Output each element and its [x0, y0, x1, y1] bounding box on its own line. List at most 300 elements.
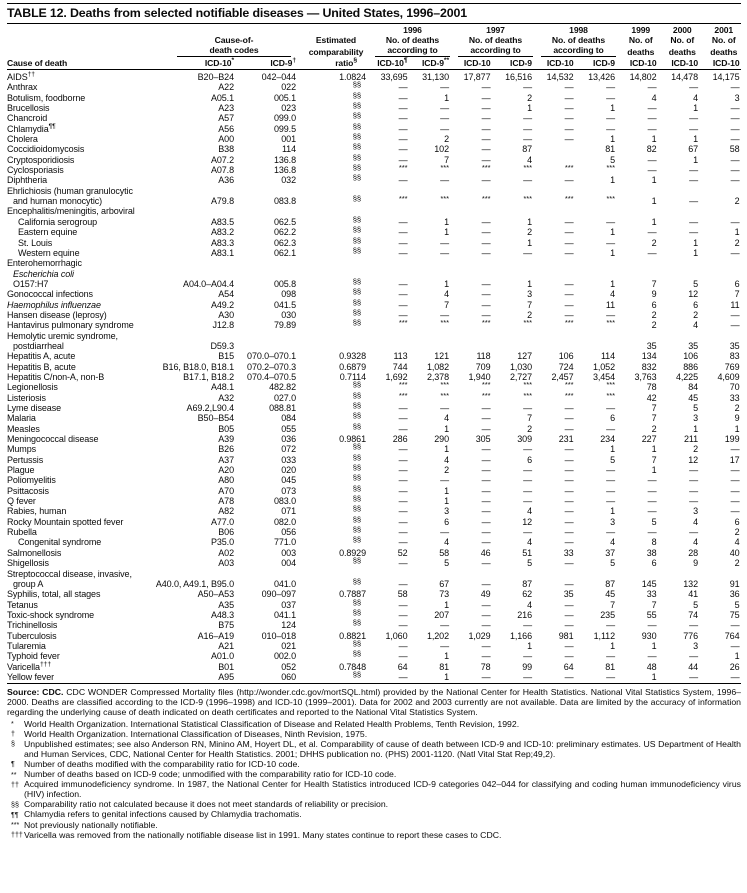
deaths-2000-icd10: 12 — [688, 454, 698, 465]
deaths-2000-icd10: 1 — [693, 154, 698, 165]
deaths-1997-icd9: 3 — [527, 289, 532, 300]
deaths-1999-icd10: 48 — [646, 661, 657, 672]
deaths-1997-icd10: — — [481, 123, 491, 134]
deaths-1997-icd10: — — [481, 599, 491, 610]
comparability-ratio: §§ — [352, 504, 361, 514]
deaths-1997-icd9: 6 — [527, 454, 532, 465]
icd9-code: 098 — [281, 289, 296, 300]
deaths-1996-icd9: 2,378 — [426, 371, 449, 382]
deaths-1998-icd9: 3,454 — [592, 371, 615, 382]
deaths-1997-icd10: — — [481, 144, 491, 155]
deaths-2000-icd10: 5 — [693, 599, 698, 610]
comparability-ratio: §§ — [352, 276, 361, 286]
icd9-code: 070.2–070.3 — [247, 361, 296, 372]
deaths-2000-icd10: 776 — [683, 630, 698, 641]
deaths-1998-icd10: — — [564, 113, 574, 124]
deaths-label2-1999: deaths — [627, 47, 655, 57]
comparability-ratio: §§ — [352, 245, 361, 255]
deaths-1999-icd10: — — [647, 485, 657, 496]
table-row — [7, 465, 741, 475]
deaths-2000-icd10: 5 — [693, 403, 698, 413]
deaths-2001-icd10: — — [730, 496, 740, 507]
year-2000: 2000 — [672, 25, 692, 35]
deaths-1996-icd9: 4 — [444, 454, 449, 465]
cause-of-death-label: Cyclosporiasis — [7, 165, 64, 176]
deaths-2000-icd10: — — [689, 82, 698, 93]
icd10-code: A35 — [218, 599, 234, 610]
footnote-marker: †† — [27, 71, 35, 78]
table-row — [7, 351, 741, 361]
cause-of-death-label: and human monocytic) — [13, 196, 103, 207]
deaths-1999-icd10: — — [647, 165, 657, 176]
deaths-1997-icd10: — — [481, 216, 491, 227]
deaths-2000-icd10: — — [689, 216, 698, 227]
deaths-1996-icd10: — — [398, 609, 408, 620]
icd10-code: B17.1, B18.2 — [183, 371, 234, 382]
deaths-1998-icd9: 13,426 — [588, 72, 615, 82]
comparability-ratio: §§ — [352, 390, 361, 400]
deaths-1996-icd10: 1,692 — [385, 371, 408, 382]
deaths-1998-icd9: — — [606, 423, 615, 434]
deaths-1999-icd10: 227 — [641, 434, 657, 445]
col-header-1998-icd9: ICD-9 — [593, 58, 615, 68]
deaths-1998-icd10: — — [564, 175, 574, 186]
deaths-1997-icd10: *** — [481, 390, 491, 400]
deaths-1997-icd10: — — [481, 558, 491, 569]
deaths-1998-icd9: 5 — [610, 154, 615, 165]
comparability-ratio: §§ — [352, 194, 361, 204]
deaths-1996-icd9: 6 — [444, 516, 449, 527]
footnote-text: World Health Organization. International Statistical Classification of Disease and Related Health Problems, Tenth Revision, 1992. — [24, 718, 520, 729]
deaths-1999-icd10: 78 — [646, 382, 657, 393]
deaths-2001-icd10: 3 — [734, 92, 740, 103]
icd10-code: A03 — [218, 558, 234, 569]
deaths-2000-icd10: — — [689, 175, 698, 186]
deaths-2000-icd10: 2 — [693, 309, 698, 320]
according-to-1997: according to — [458, 45, 533, 57]
table-row — [7, 144, 741, 154]
table-row — [7, 434, 741, 444]
deaths-1999-icd10: 33 — [646, 589, 657, 600]
comparability-ratio: §§ — [352, 163, 361, 173]
col-header-1997-icd10: ICD-10 — [463, 58, 491, 68]
icd9-code: 023 — [281, 103, 296, 114]
col-header-2000-icd10: ICD-10 — [671, 58, 698, 68]
deaths-1999-icd10: 7 — [651, 413, 657, 424]
deaths-1998-icd10: — — [564, 82, 574, 93]
deaths-1998-icd9: 6 — [610, 413, 615, 424]
comparability-ratio: §§ — [352, 483, 361, 493]
deaths-1999-icd10: 38 — [646, 547, 657, 558]
deaths-1999-icd10: — — [647, 82, 657, 93]
icd9-code: 073 — [281, 485, 296, 496]
deaths-1997-icd9: 99 — [522, 661, 532, 672]
deaths-1998-icd9: *** — [606, 194, 615, 204]
deaths-1996-icd9: 1 — [444, 216, 449, 227]
icd10-code: A30 — [218, 309, 234, 320]
deaths-1997-icd9: *** — [523, 380, 532, 390]
icd9-code: 036 — [281, 434, 296, 445]
deaths-1999-icd10: — — [647, 475, 657, 486]
icd9-code: 062.3 — [273, 237, 296, 248]
deaths-1997-icd9: *** — [523, 390, 532, 400]
deaths-1999-icd10: 7 — [651, 403, 657, 413]
icd10-code: D59.3 — [210, 340, 234, 351]
deaths-1998-icd10: — — [564, 620, 574, 631]
deaths-2000-icd10: — — [689, 527, 698, 538]
deaths-1999-icd10: 7 — [651, 278, 657, 289]
deaths-2001-icd10: 7 — [734, 289, 740, 300]
deaths-1999-icd10: 7 — [651, 454, 657, 465]
comparability-ratio: §§ — [352, 473, 361, 483]
table-row — [7, 548, 741, 558]
comparability-ratio: 1.0824 — [339, 72, 366, 82]
icd9-code: 003 — [281, 547, 296, 558]
col-header-1997-icd9: ICD-9 — [510, 58, 532, 68]
year-1996: 1996 — [403, 25, 422, 35]
icd10-code: A83.1 — [210, 247, 234, 258]
footnote-text: Acquired immunodeficiency syndrome. In 1987, the National Center for Health Statistics introduced ICD-9 categories 042–044 for classifying and coding human immunodeficiency virus (HIV) infection. — [24, 779, 741, 800]
deaths-label-1998: No. of deaths — [551, 35, 606, 45]
footnote-marker: † — [11, 730, 15, 739]
deaths-1998-icd10: — — [564, 485, 574, 496]
cause-of-death-label: Diphtheria — [7, 175, 48, 186]
deaths-1996-icd10: — — [398, 247, 408, 258]
deaths-1996-icd9: — — [440, 103, 449, 114]
deaths-1999-icd10: 4 — [651, 92, 657, 103]
comparability-ratio: 0.7887 — [339, 589, 366, 600]
deaths-1998-icd9: 1 — [610, 134, 615, 145]
deaths-1997-icd9: *** — [523, 318, 532, 328]
cause-of-death-label: Enterohemorrhagic — [7, 258, 82, 269]
deaths-1999-icd10: 6 — [651, 299, 657, 310]
table-row — [7, 452, 741, 465]
deaths-1999-icd10: — — [647, 247, 657, 258]
deaths-1998-icd9: 1 — [610, 103, 615, 114]
col-header-1998-icd10: ICD-10 — [546, 58, 574, 68]
icd10-code: B16, B18.0, B18.1 — [162, 361, 234, 372]
deaths-1997-icd9: 216 — [517, 609, 532, 620]
deaths-1996-icd9: 1 — [444, 278, 449, 289]
icd9-code: 030 — [281, 309, 296, 320]
deaths-1997-icd10: — — [481, 227, 491, 238]
deaths-1996-icd9: 1 — [444, 485, 449, 496]
icd9-code: 033 — [281, 454, 296, 465]
deaths-2001-icd10: — — [730, 216, 740, 227]
deaths-1997-icd9: — — [523, 671, 532, 682]
table-row — [7, 245, 741, 258]
icd9-code: 062.2 — [273, 227, 296, 238]
deaths-2000-icd10: — — [689, 113, 698, 124]
deaths-1996-icd10: — — [398, 506, 408, 517]
footnote-item — [7, 799, 741, 809]
deaths-1996-icd9: 81 — [439, 661, 449, 672]
deaths-1996-icd10: — — [398, 620, 408, 631]
deaths-1997-icd10: — — [481, 113, 491, 124]
footnote-item — [7, 739, 741, 759]
icd10-code: P35.0 — [210, 537, 234, 548]
deaths-2001-icd10: — — [730, 320, 740, 331]
deaths-1997-icd10: *** — [481, 163, 491, 173]
table-title: TABLE 12. Deaths from selected notifiable diseases — United States, 1996–2001 — [7, 6, 467, 20]
deaths-1996-icd10: 33,695 — [380, 72, 408, 82]
icd10-code: A39 — [218, 434, 234, 445]
deaths-1998-icd10: — — [564, 640, 574, 651]
deaths-2000-icd10: 12 — [688, 289, 698, 300]
deaths-2001-icd10: 70 — [729, 382, 740, 393]
icd9-code: 055 — [281, 423, 296, 434]
table-body — [7, 70, 741, 683]
deaths-1996-icd9: *** — [440, 380, 449, 390]
table-row — [7, 403, 741, 413]
deaths-1998-icd9: — — [606, 485, 615, 496]
deaths-1999-icd10: 1 — [651, 444, 657, 455]
icd10-code: A22 — [218, 82, 234, 93]
deaths-1997-icd10: 1,029 — [468, 630, 491, 641]
cause-of-death-label: Listeriosis — [7, 392, 46, 403]
deaths-1996-icd10: — — [398, 516, 408, 527]
icd10-code: B06 — [218, 527, 234, 538]
deaths-1997-icd9: 12 — [522, 516, 532, 527]
deaths-1996-icd10: — — [398, 103, 408, 114]
cause-of-death-label: Escherichia coli — [13, 268, 74, 279]
table-row — [7, 662, 741, 672]
col-header-1996-icd9: ICD-9** — [421, 57, 449, 68]
deaths-1997-icd9: — — [523, 475, 532, 486]
deaths-label2-2000: deaths — [668, 47, 696, 57]
deaths-1998-icd10: — — [564, 134, 574, 145]
deaths-1997-icd10: — — [481, 537, 491, 548]
deaths-2001-icd10: 2 — [734, 237, 740, 248]
deaths-2001-icd10: 17 — [729, 454, 740, 465]
deaths-1996-icd10: — — [398, 299, 408, 310]
deaths-1996-icd10: — — [398, 403, 408, 413]
col-header-icd10-codes: ICD-10* — [204, 57, 234, 68]
deaths-1999-icd10: 1 — [651, 196, 657, 207]
cause-of-death-label: Toxic-shock syndrome — [7, 609, 95, 620]
cause-of-death-label: Encephalitis/meningitis, arboviral — [7, 206, 135, 217]
deaths-1996-icd9: 1 — [444, 651, 449, 662]
deaths-1996-icd9: — — [440, 527, 449, 538]
deaths-1996-icd10: — — [398, 227, 408, 238]
icd10-code: A83.2 — [210, 227, 234, 238]
deaths-1998-icd9: *** — [606, 318, 615, 328]
footnote-item — [7, 759, 741, 769]
deaths-1998-icd9: 234 — [600, 434, 615, 445]
deaths-1997-icd9: — — [523, 175, 532, 186]
comparability-ratio: §§ — [352, 525, 361, 535]
icd10-code: A57 — [218, 113, 234, 124]
year-1997: 1997 — [486, 25, 505, 35]
icd9-code: 062.5 — [273, 216, 296, 227]
icd10-code: A20 — [218, 465, 234, 476]
table-row — [7, 175, 741, 185]
deaths-1998-icd9: — — [606, 123, 615, 134]
deaths-1996-icd10: — — [398, 537, 408, 548]
icd9-code: 042–044 — [261, 72, 296, 82]
icd9-code: 136.8 — [273, 154, 296, 165]
cause-of-death-label: Mumps — [7, 444, 37, 455]
deaths-1997-icd10: 17,877 — [463, 72, 491, 82]
deaths-1998-icd10: 231 — [558, 434, 574, 445]
deaths-1996-icd9: — — [440, 620, 449, 631]
icd10-code: A01.0 — [210, 651, 234, 662]
icd10-code: A48.3 — [210, 609, 234, 620]
cause-of-death-label: Tuberculosis — [7, 630, 57, 641]
cause-of-death-label: Plague — [7, 465, 35, 476]
deaths-1998-icd10: — — [564, 413, 574, 424]
deaths-1999-icd10: 1 — [651, 175, 657, 186]
icd9-code: 083.8 — [273, 196, 296, 207]
icd10-code: A48.1 — [210, 382, 234, 393]
comparability-ratio: §§ — [352, 421, 361, 431]
table-row — [7, 475, 741, 485]
deaths-2001-icd10: 11 — [730, 299, 740, 310]
icd10-code: B50–B54 — [197, 413, 234, 424]
deaths-1997-icd9: 1 — [527, 103, 532, 114]
deaths-1996-icd10: — — [398, 671, 408, 682]
footnote-item — [7, 779, 741, 799]
cause-of-death-label: Measles — [7, 423, 40, 434]
deaths-1996-icd9: 31,130 — [422, 72, 449, 82]
deaths-1998-icd9: — — [606, 671, 615, 682]
deaths-2001-icd10: 4,609 — [717, 371, 740, 382]
icd9-code: 070.4–070.5 — [247, 371, 296, 382]
col-header-2001-icd10: ICD-10 — [712, 58, 740, 68]
cause-of-death-label: Hansen disease (leprosy) — [7, 309, 107, 320]
footnote-text: Not previously nationally notifiable. — [24, 819, 158, 830]
deaths-1996-icd10: — — [398, 278, 408, 289]
deaths-1997-icd9: 2 — [527, 309, 532, 320]
deaths-1999-icd10: 5 — [651, 516, 657, 527]
deaths-2000-icd10: 211 — [683, 434, 698, 445]
deaths-2000-icd10: — — [689, 465, 698, 476]
icd9-code: 037 — [281, 599, 296, 610]
cause-of-death-label: California serogroup — [18, 216, 98, 227]
cause-of-death-label: Haemophilus influenzae — [7, 299, 101, 310]
deaths-1997-icd10: — — [481, 423, 491, 434]
cause-of-death-label: Eastern equine — [18, 227, 78, 238]
col-header-1999-icd10: ICD-10 — [629, 58, 657, 68]
deaths-1998-icd10: — — [564, 537, 574, 548]
deaths-1997-icd10: — — [481, 237, 491, 248]
deaths-1996-icd9: 4 — [444, 537, 449, 548]
table-row — [7, 597, 741, 610]
deaths-1998-icd9: 1,112 — [593, 630, 615, 641]
cause-of-death-label: Brucellosis — [7, 103, 50, 114]
cause-of-death-label: Anthrax — [7, 82, 38, 93]
deaths-1996-icd9: — — [440, 82, 449, 93]
deaths-2001-icd10: 5 — [734, 599, 740, 610]
table-row — [7, 638, 741, 651]
deaths-1996-icd9: 290 — [434, 434, 449, 445]
deaths-1998-icd10: — — [564, 289, 574, 300]
deaths-2001-icd10: — — [730, 123, 740, 134]
deaths-1996-icd10: — — [398, 216, 408, 227]
deaths-1996-icd9: — — [440, 237, 449, 248]
footnote-text: World Health Organization. International Classification of Diseases, Ninth Revision, 1975. — [24, 728, 368, 739]
deaths-1996-icd9: — — [440, 247, 449, 258]
deaths-1998-icd9: *** — [606, 390, 615, 400]
table-row — [7, 589, 741, 599]
icd9-code: 136.8 — [273, 165, 296, 176]
deaths-2000-icd10: 14,478 — [671, 72, 698, 82]
deaths-2000-icd10: 1 — [693, 134, 698, 145]
deaths-1997-icd9: 4 — [527, 154, 532, 165]
deaths-1997-icd9: 51 — [522, 547, 532, 558]
deaths-1999-icd10: — — [647, 227, 657, 238]
deaths-1997-icd9: 309 — [517, 434, 532, 445]
footnote-marker: ¶¶ — [48, 122, 56, 130]
footnote-text: Varicella was removed from the nationally notifiable disease list in 1991. Many states continue to report these cases to CDC. — [24, 829, 502, 840]
icd9-code: 005.1 — [273, 92, 296, 103]
deaths-2000-icd10: 67 — [688, 144, 698, 155]
deaths-1998-icd10: — — [564, 423, 574, 434]
table-row — [7, 483, 741, 496]
cause-of-death-label: Congenital syndrome — [18, 537, 102, 548]
icd10-code: B01 — [218, 661, 234, 672]
deaths-2001-icd10: 6 — [734, 278, 740, 289]
deaths-2000-icd10: 4,225 — [675, 371, 698, 382]
deaths-1996-icd9: — — [440, 113, 449, 124]
icd9-code: 032 — [281, 175, 296, 186]
icd9-code: 090–097 — [261, 589, 296, 600]
deaths-1998-icd9: — — [606, 113, 615, 124]
deaths-1998-icd10: — — [564, 578, 574, 589]
cause-of-death-label: Streptococcal disease, invasive, — [7, 568, 132, 579]
cause-of-death-label: group A — [13, 578, 44, 589]
icd10-code: B20–B24 — [197, 72, 234, 82]
comparability-ratio: §§ — [352, 401, 361, 410]
cause-of-death-label: Salmonellosis — [7, 547, 62, 558]
deaths-1996-icd9: 1 — [444, 92, 449, 103]
icd10-code: A32 — [218, 392, 234, 403]
table-row — [7, 382, 741, 392]
deaths-1996-icd10: — — [398, 289, 408, 300]
icd9-code: 022 — [281, 82, 296, 93]
cause-of-death-label: Malaria — [7, 413, 36, 424]
deaths-1996-icd10: — — [398, 496, 408, 507]
icd10-code: B75 — [218, 620, 234, 631]
footnote-marker: †† — [11, 780, 19, 789]
deaths-1996-icd9: *** — [440, 390, 449, 400]
icd10-code: A37 — [218, 454, 234, 465]
deaths-1999-icd10: 55 — [646, 609, 657, 620]
table-row — [7, 362, 741, 372]
icd9-code: 482.82 — [269, 382, 296, 393]
deaths-1998-icd9: 235 — [600, 609, 615, 620]
deaths-1998-icd9: 5 — [610, 558, 615, 569]
table-row — [7, 506, 741, 516]
deaths-label-2001: No. of — [711, 35, 736, 45]
icd10-code: A49.2 — [210, 299, 234, 310]
deaths-1997-icd10: — — [481, 175, 491, 186]
deaths-2001-icd10: 33 — [729, 392, 740, 403]
deaths-1998-icd9: — — [606, 403, 615, 413]
cause-of-death-label: Trichinellosis — [7, 620, 58, 631]
icd9-code: 062.1 — [273, 247, 296, 258]
deaths-2001-icd10: 40 — [729, 547, 740, 558]
deaths-1996-icd10: — — [398, 309, 408, 320]
deaths-1996-icd10: — — [398, 527, 408, 538]
deaths-1997-icd9: 1 — [527, 237, 532, 248]
icd9-code: 052 — [281, 661, 296, 672]
deaths-1998-icd9: *** — [606, 380, 615, 390]
cause-of-death-label: Hepatitis B, acute — [7, 361, 76, 372]
deaths-1997-icd9: — — [523, 403, 532, 413]
table-row — [7, 196, 741, 206]
icd9-code: 002.0 — [273, 651, 296, 662]
